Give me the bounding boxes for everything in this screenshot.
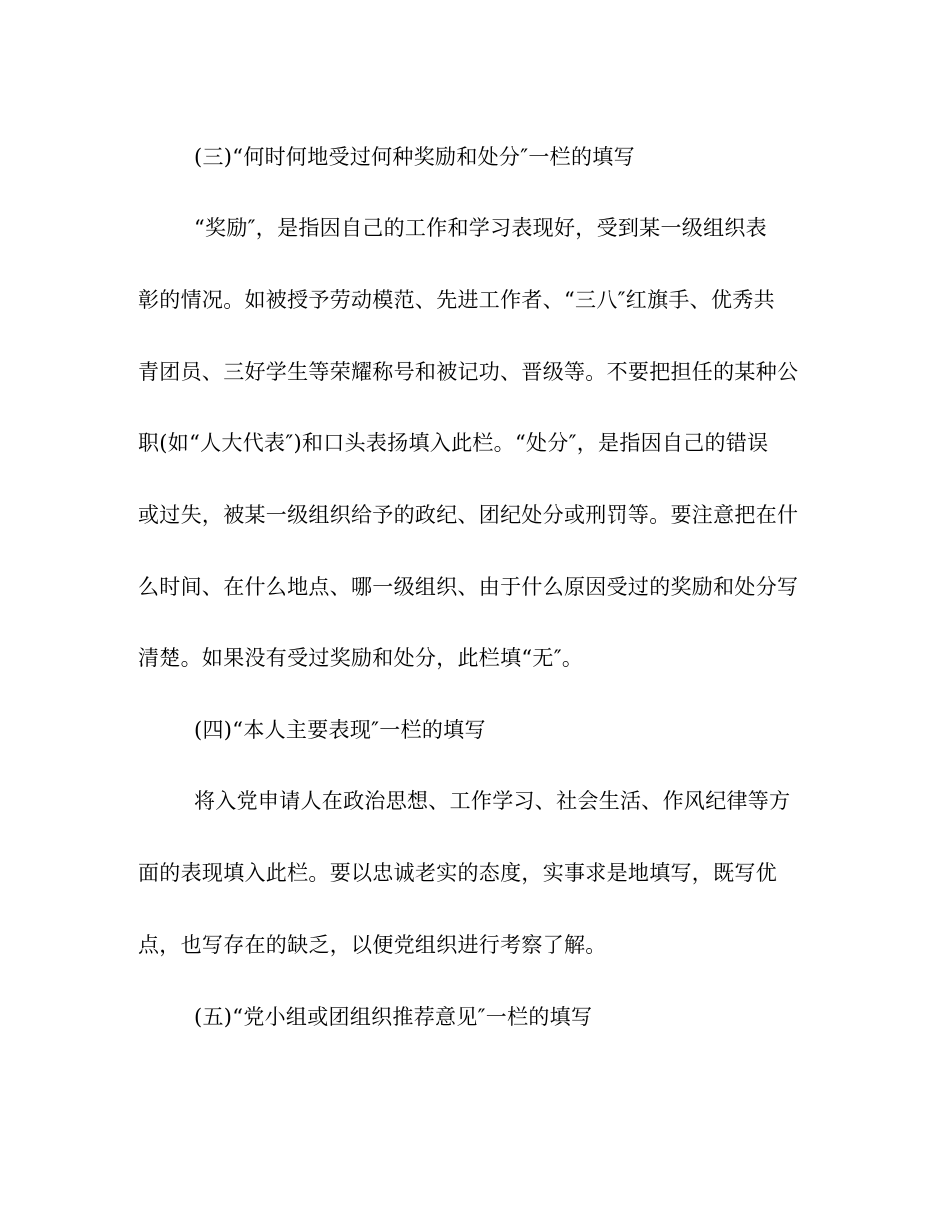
paragraph-line: “奖励″，是指因自己的工作和学习表现好，受到某一级组织表 (194, 216, 767, 240)
paragraph-line: 或过失，被某一级组织给予的政纪、团纪处分或刑罚等。要注意把在什 (138, 503, 799, 527)
section-heading-4: (四)“本人主要表现″一栏的填写 (194, 718, 486, 742)
paragraph-line: 面的表现填入此栏。要以忠诚老实的态度，实事求是地填写，既写优 (138, 861, 777, 885)
paragraph-line: 青团员、三好学生等荣耀称号和被记功、晋级等。不要把担任的某种公 (138, 360, 799, 384)
paragraph-line: 职(如“人大代表″)和口头表扬填入此栏。“处分″，是指因自己的错误 (138, 431, 769, 455)
paragraph-line: 点，也写存在的缺乏，以便党组织进行考察了解。 (138, 933, 607, 957)
paragraph-line: 清楚。如果没有受过奖励和处分，此栏填“无″。 (138, 646, 584, 670)
paragraph-line: 彰的情况。如被授予劳动模范、先进工作者、“三八″红旗手、优秀共 (138, 288, 775, 312)
paragraph-line: 么时间、在什么地点、哪一级组织、由于什么原因受过的奖励和处分写 (138, 575, 799, 599)
paragraph-line: 将入党申请人在政治思想、工作学习、社会生活、作风纪律等方 (194, 789, 791, 813)
section-heading-3: (三)“何时何地受过何种奖励和处分″一栏的填写 (194, 145, 635, 169)
section-heading-5: (五)“党小组或团组织推荐意见″一栏的填写 (194, 1005, 593, 1029)
